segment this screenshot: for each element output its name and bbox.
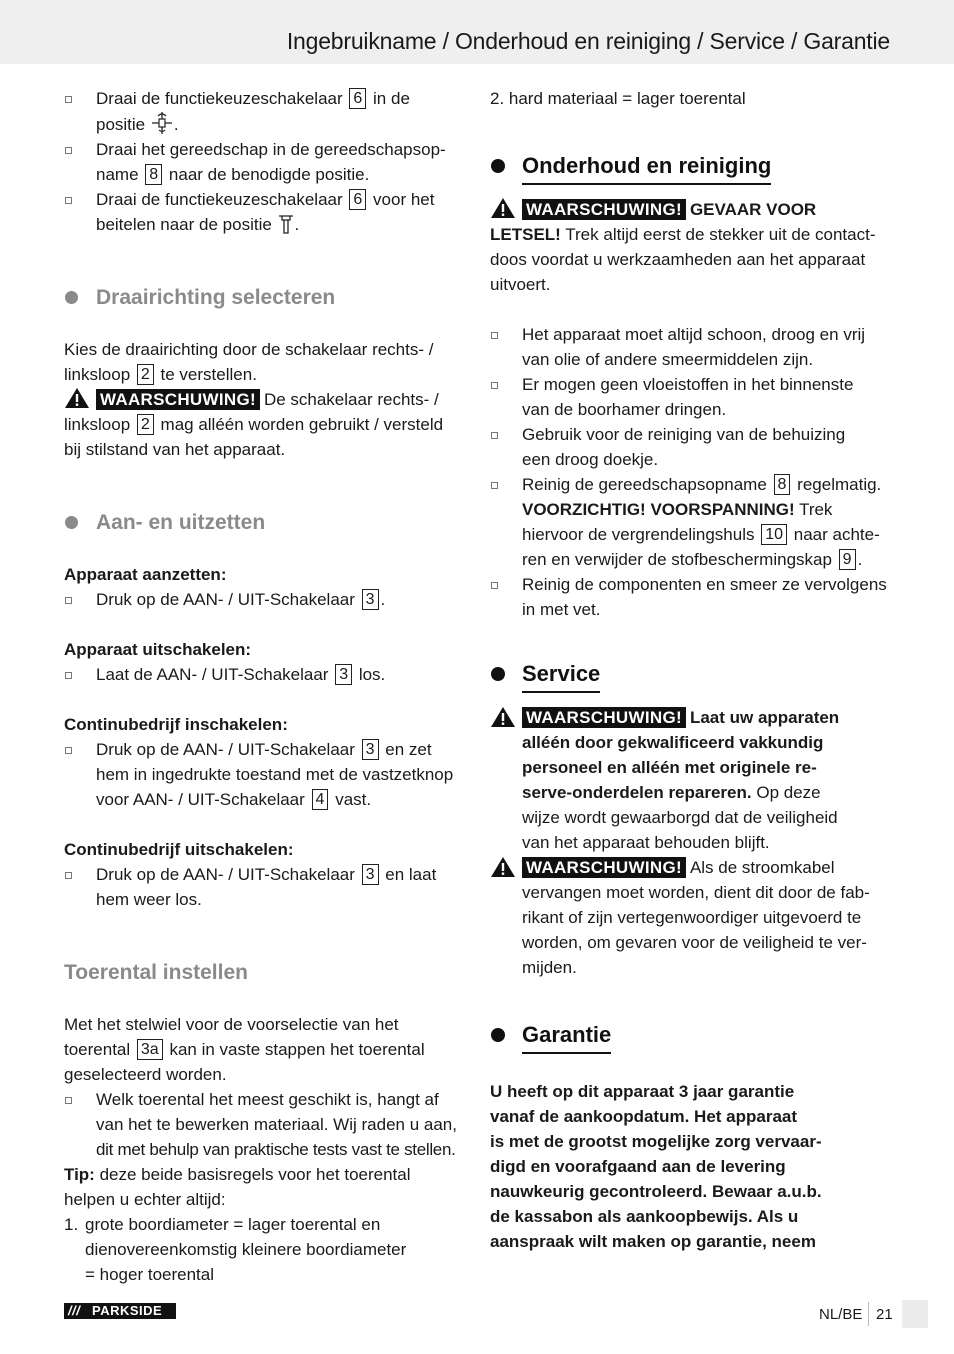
subheading: Continubedrijf uitschakelen: — [64, 840, 294, 859]
list-item: Druk op de AAN- / UIT-Schakelaar 3 en laat hem weer los. — [64, 862, 464, 912]
part-number-box: 6 — [349, 189, 366, 210]
warning-label: WAARSCHUWING! — [522, 857, 686, 878]
bullet-dot — [65, 291, 78, 304]
bullet-dot — [491, 667, 505, 681]
paragraph: Kies de draairichting door de schakelaar rechts- / linksloop 2 te verstellen. WAARSCHUWING! De schakelaar rechts- / linksloop 2 mag alléén worden gebruikt / versteld bij stilstand van het apparaat. — [64, 340, 444, 459]
part-number-box: 4 — [312, 789, 329, 810]
rotary-drill-position-icon — [150, 111, 174, 135]
subheading: Apparaat uitschakelen: — [64, 640, 252, 659]
list-item: Het apparaat moet altijd schoon, droog en vrij van olie of andere smeermiddelen zijn. — [490, 322, 890, 372]
list-item: Draai de functiekeuzeschakelaar 6 voor het beitelen naar de positie . — [64, 187, 464, 237]
chisel-position-icon — [277, 213, 295, 235]
part-number-box: 3 — [362, 589, 379, 610]
page-number: 21 — [876, 1306, 893, 1323]
numbered-item: 2. hard materiaal = lager toerental — [490, 89, 746, 108]
section-heading-garantie: Garantie — [490, 1020, 611, 1054]
part-number-box: 6 — [349, 88, 366, 109]
bullet-dot — [491, 1028, 505, 1042]
tip-paragraph: Tip: deze beide basisregels voor het toerental helpen u echter altijd: — [64, 1165, 411, 1209]
warning-triangle-icon — [490, 856, 516, 878]
list-item: Druk op de AAN- / UIT-Schakelaar 3 . — [64, 587, 464, 612]
section-heading-draairichting: Draairichting selecteren — [64, 284, 464, 312]
paragraph: U heeft op dit apparaat 3 jaar garantie vanaf de aankoopdatum. Het apparaat is met de grootst mogelijke zorg vervaar- digd en voorafgaand aan de levering nauwkeurig gecontroleerd. Bewaar a.u.b. de kassabon als aankoopbewijs. Als u aanspraak wilt maken op garantie, neem — [490, 1082, 822, 1251]
part-number-box: 3a — [137, 1039, 163, 1060]
warning-label: WAARSCHUWING! — [96, 389, 260, 410]
warning-triangle-icon — [490, 706, 516, 728]
left-column — [64, 86, 464, 1287]
part-number-box: 2 — [137, 364, 154, 385]
section-heading-toerental: Toerental instellen — [64, 961, 248, 984]
list-item: Draai de functiekeuzeschakelaar 6 in de positie . — [64, 86, 464, 137]
subheading: Apparaat aanzetten: — [64, 565, 227, 584]
section-heading-aan-uitzetten: Aan- en uitzetten — [64, 509, 464, 537]
warning-paragraph: WAARSCHUWING! Als de stroomkabel vervangen moet worden, dient dit door de fab- rikant of zijn vertegenwoordiger uitgevoerd te worden, om gevaren voor de veiligheid te ver- mijden. — [490, 855, 890, 980]
page-tab — [902, 1300, 928, 1328]
bullet-dot — [491, 159, 505, 173]
warning-triangle-icon — [490, 197, 516, 219]
list-item: Welk toerental het meest geschikt is, hangt af van het te bewerken materiaal. Wij raden u aan, dit met behulp van praktische tests vast te stellen. — [64, 1087, 464, 1162]
part-number-box: 3 — [362, 864, 379, 885]
footer-divider — [868, 1302, 869, 1326]
part-number-box: 2 — [137, 414, 154, 435]
numbered-item: 1. grote boordiameter = lager toerental en dienovereenkomstig kleinere boordiameter = hoger toerental — [64, 1215, 407, 1284]
warning-label: WAARSCHUWING! — [522, 199, 686, 220]
subheading: Continubedrijf inschakelen: — [64, 715, 288, 734]
list-item: Reinig de componenten en smeer ze vervolgens in met vet. — [490, 572, 890, 622]
warning-paragraph: WAARSCHUWING! GEVAAR VOOR LETSEL! Trek altijd eerst de stekker uit de contact- doos voordat u werkzaamheden aan het apparaat uitvoert. — [490, 197, 890, 297]
section-heading-onderhoud: Onderhoud en reiniging — [490, 151, 771, 185]
section-heading-service: Service — [490, 659, 600, 693]
list-item: Er mogen geen vloeistoffen in het binnenste van de boorhamer dringen. — [490, 372, 890, 422]
bullet-dot — [65, 516, 78, 529]
warning-label: WAARSCHUWING! — [522, 707, 686, 728]
list-item: Draai het gereedschap in de gereedschapsop- name 8 naar de benodigde positie. — [64, 137, 464, 187]
right-column — [490, 86, 890, 1254]
part-number-box: 8 — [774, 474, 791, 495]
warning-triangle-icon — [64, 387, 90, 409]
list-item: Laat de AAN- / UIT-Schakelaar 3 los. — [64, 662, 464, 687]
language-code: NL/BE — [819, 1306, 863, 1323]
part-number-box: 9 — [839, 549, 856, 570]
page-header-title: Ingebruikname / Onderhoud en reiniging / Service / Garantie — [286, 28, 890, 54]
part-number-box: 10 — [761, 524, 787, 545]
warning-paragraph: WAARSCHUWING! Laat uw apparaten alléén door gekwalificeerd vakkundig personeel en alléén met originele re- serve-onderdelen repareren. Op deze wijze wordt gewaarborgd dat de veiligheid van het apparaat behouden blijft. — [490, 705, 890, 855]
list-item: Reinig de gereedschapsopname 8 regelmatig. VOORZICHTIG! VOORSPANNING! Trek hiervoor de vergrendelingshuls 10 naar achte- ren en verwijder de stofbeschermingskap 9 . — [490, 472, 890, 572]
part-number-box: 3 — [362, 739, 379, 760]
list-item: Gebruik voor de reiniging van de behuizing een droog doekje. — [490, 422, 890, 472]
parkside-logo: /// PARKSIDE — [64, 1303, 176, 1319]
list-item: Druk op de AAN- / UIT-Schakelaar 3 en zet hem in ingedrukte toestand met de vastzetknop voor AAN- / UIT-Schakelaar 4 vast. — [64, 737, 464, 812]
part-number-box: 3 — [335, 664, 352, 685]
paragraph: Met het stelwiel voor de voorselectie van het toerental 3a kan in vaste stappen het toerental geselecteerd worden. — [64, 1015, 425, 1084]
part-number-box: 8 — [145, 164, 162, 185]
